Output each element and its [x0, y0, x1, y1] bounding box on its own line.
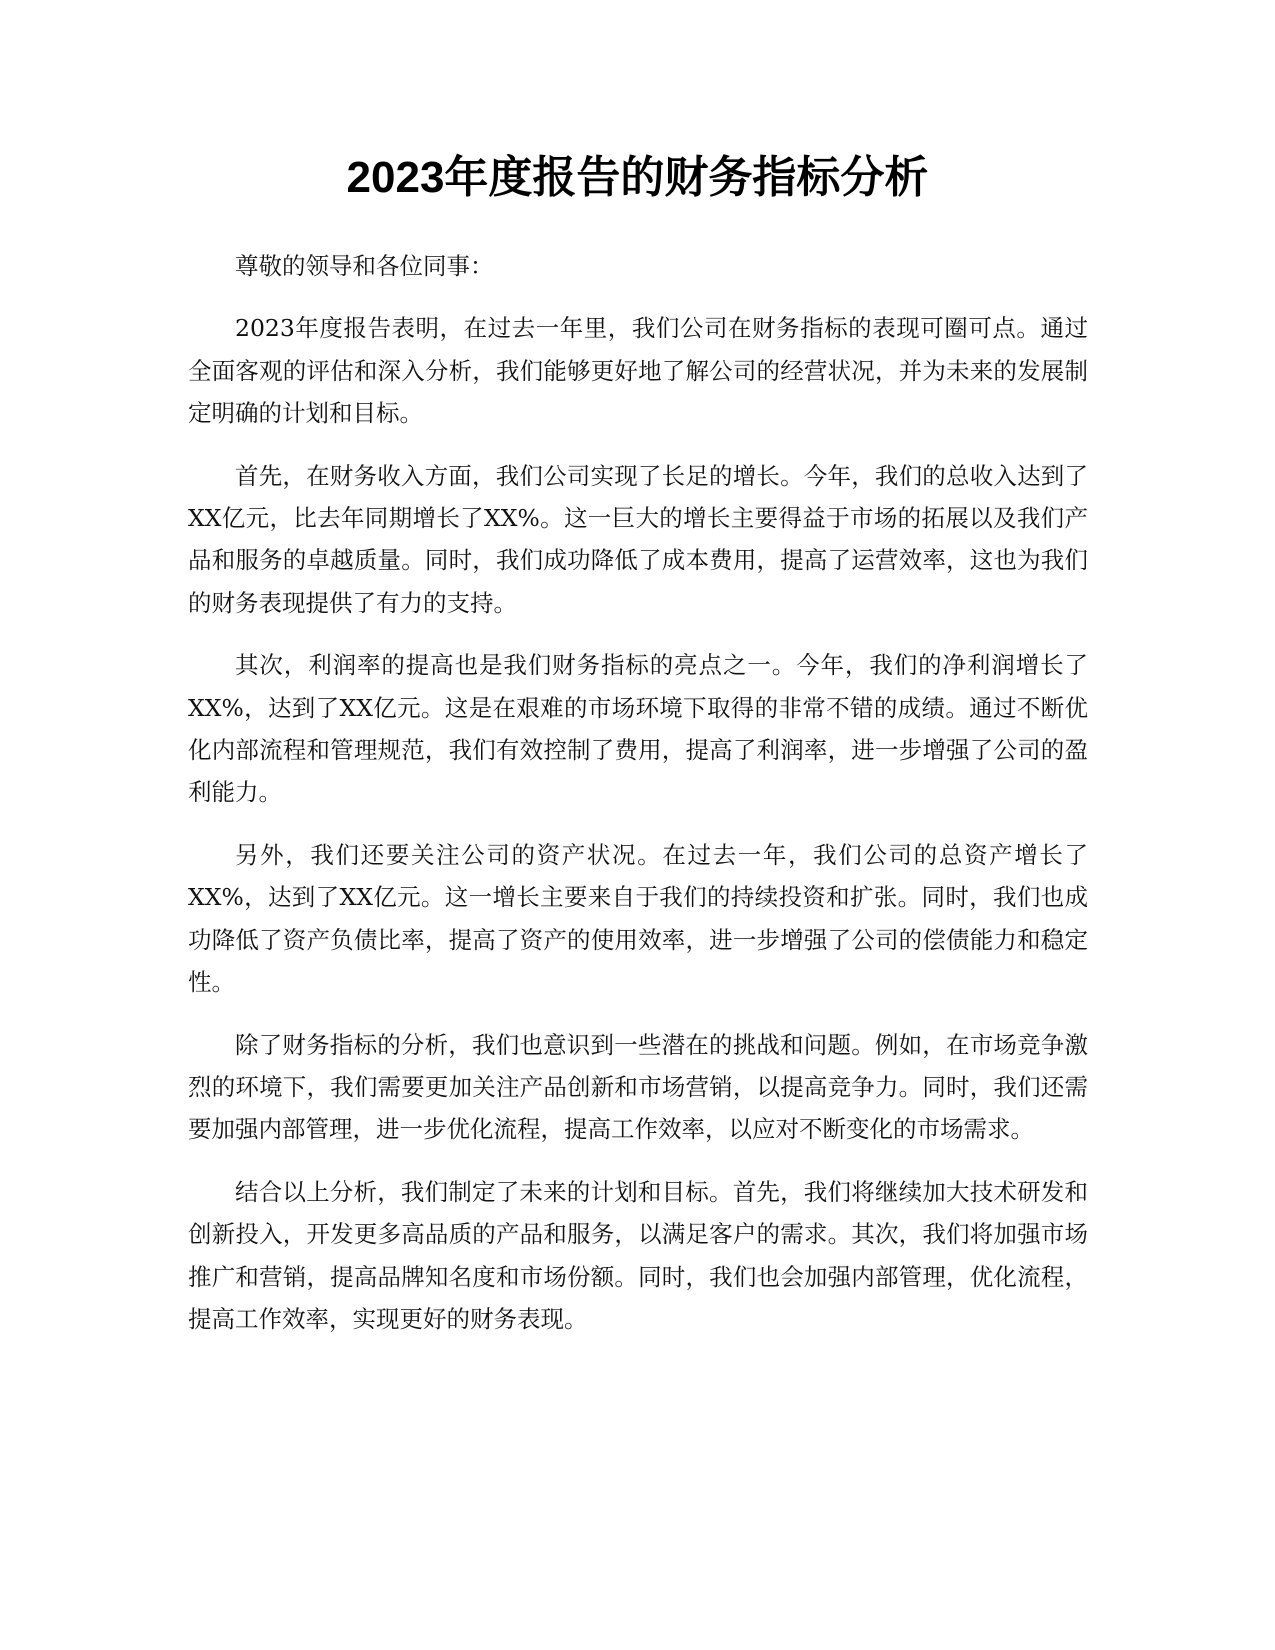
paragraph-challenges: 除了财务指标的分析，我们也意识到一些潜在的挑战和问题。例如，在市场竞争激烈的环境下，我们需要更加关注产品创新和市场营销，以提高竞争力。同时，我们还需要加强内部管理，进一步优化流程，提高工作效率，以应对不断变化的市场需求。: [188, 1030, 1088, 1144]
paragraph-plans: 结合以上分析，我们制定了未来的计划和目标。首先，我们将继续加大技术研发和创新投入，开发更多高品质的产品和服务，以满足客户的需求。其次，我们将加强市场推广和营销，提高品牌知名度和市场份额。同时，我们也会加强内部管理，优化流程，提高工作效率，实现更好的财务表现。: [188, 1177, 1088, 1333]
paragraph-profit: 其次，利润率的提高也是我们财务指标的亮点之一。今年，我们的净利润增长了XX%，达到了XX亿元。这是在艰难的市场环境下取得的非常不错的成绩。通过不断优化内部流程和管理规范，我们有效控制了费用，提高了利润率，进一步增强了公司的盈利能力。: [188, 651, 1088, 807]
document-body: [188, 245, 1088, 1360]
paragraph-overview: 2023年度报告表明，在过去一年里，我们公司在财务指标的表现可圈可点。通过全面客观的评估和深入分析，我们能够更好地了解公司的经营状况，并为未来的发展制定明确的计划和目标。: [188, 314, 1088, 428]
paragraph-assets: 另外，我们还要关注公司的资产状况。在过去一年，我们公司的总资产增长了XX%，达到了XX亿元。这一增长主要来自于我们的持续投资和扩张。同时，我们也成功降低了资产负债比率，提高了资产的使用效率，进一步增强了公司的偿债能力和稳定性。: [188, 840, 1088, 997]
paragraph-revenue: 首先，在财务收入方面，我们公司实现了长足的增长。今年，我们的总收入达到了XX亿元，比去年同期增长了XX%。这一巨大的增长主要得益于市场的拓展以及我们产品和服务的卓越质量。同时，我们成功降低了成本费用，提高了运营效率，这也为我们的财务表现提供了有力的支持。: [188, 461, 1088, 617]
document-title: 2023年度报告的财务指标分析: [346, 153, 929, 202]
salutation: 尊敬的领导和各位同事：: [235, 252, 494, 280]
